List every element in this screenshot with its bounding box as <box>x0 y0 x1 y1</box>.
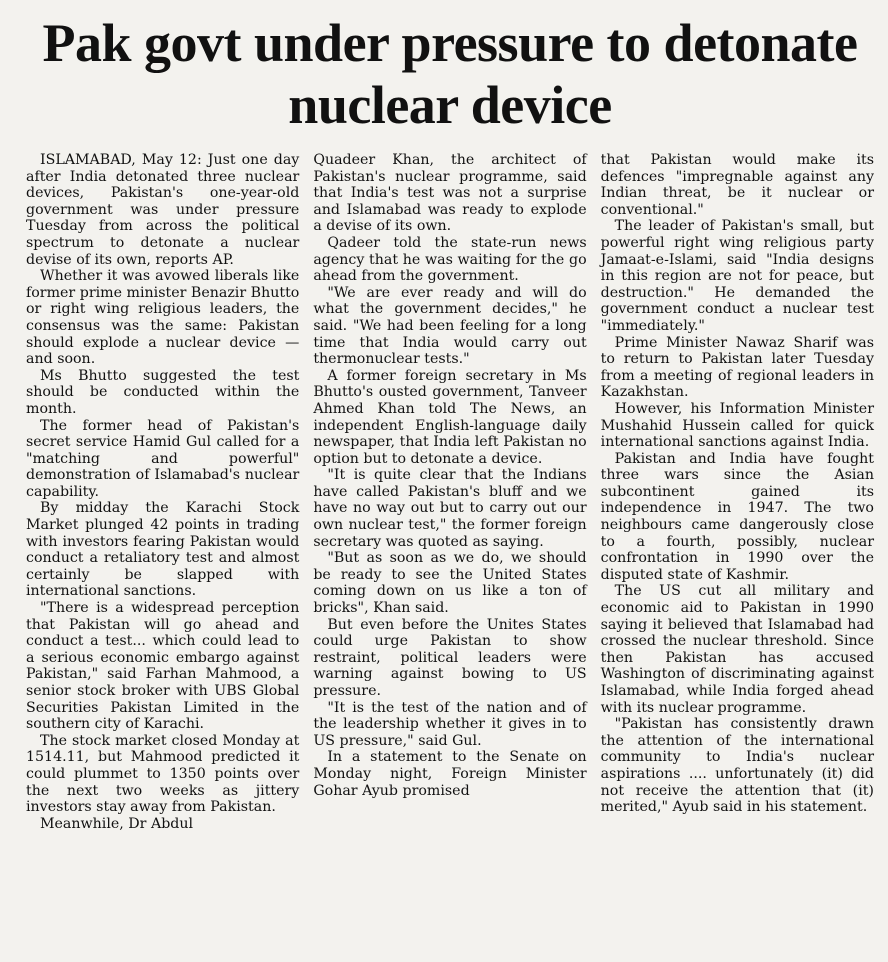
paragraph: A former foreign secretary in Ms Bhutto's ousted government, Tanveer Ahmed Khan told The News, an independent English-language daily newspaper, that India left Pakistan no option but to detonate a device. <box>313 367 587 467</box>
paragraph: However, his Information Minister Mushahid Hussein called for quick international sanctions against India. <box>600 400 874 451</box>
paragraph: Prime Minister Nawaz Sharif was to return to Pakistan later Tuesday from a meeting of regional leaders in Kazakhstan. <box>600 334 874 401</box>
paragraph: The stock market closed Monday at 1514.11, but Mahmood predicted it could plummet to 1350 points over the next two weeks as jittery investors stay away from Pakistan. <box>26 732 300 816</box>
column-2 <box>313 152 586 832</box>
headline: Pak govt under pressure to detonate nuclear device <box>42 13 858 135</box>
paragraph: "It is quite clear that the Indians have called Pakistan's bluff and we have no way out but to carry out our own nuclear test," the former foreign secretary was quoted as saying. <box>313 467 587 550</box>
column-1 <box>26 152 299 832</box>
paragraph: "We are ever ready and will do what the government decides," he said. "We had been feeling for a long time that India would carry out thermonuclear tests." <box>313 284 587 368</box>
column-3 <box>601 152 874 832</box>
paragraph: ISLAMABAD, May 12: Just one day after India detonated three nuclear devices, Pakistan's one-year-old government was under pressure Tuesday from across the political spectrum to detonate a nuclear devise of its own, reports AP. <box>26 152 300 268</box>
paragraph: The leader of Pakistan's small, but powerful right wing religious party Jamaat-e-Islami, said "India designs in this region are not for peace, but destruction." He demanded the government conduct a nuclear test "immediately." <box>600 218 874 334</box>
paragraph: Qadeer told the state-run news agency that he was waiting for the go ahead from the government. <box>313 234 587 285</box>
paragraph: Ms Bhutto suggested the test should be conducted within the month. <box>26 367 300 417</box>
paragraph: The US cut all military and economic aid to Pakistan in 1990 saying it believed that Islamabad had crossed the nuclear threshold. Since then Pakistan has accused Washington of discriminating against Islamabad, while India forged ahead with its nuclear programme. <box>600 583 874 716</box>
paragraph: "It is the test of the nation and of the leadership whether it gives in to US pressure," said Gul. <box>313 699 587 749</box>
paragraph: "But as soon as we do, we should be ready to see the United States coming down on us like a ton of bricks", Khan said. <box>313 550 587 617</box>
paragraph: "There is a widespread perception that Pakistan will go ahead and conduct a test... which could lead to a serious economic embargo against Pakistan," said Farhan Mahmood, a senior stock broker with UBS Global Securities Pakistan Limited in the southern city of Karachi. <box>26 600 300 733</box>
paragraph: But even before the Unites States could urge Pakistan to show restraint, political leaders were warning against bowing to US pressure. <box>313 616 587 699</box>
paragraph: that Pakistan would make its defences "impregnable against any Indian threat, be it nuclear or conventional." <box>600 152 874 218</box>
paragraph: The former head of Pakistan's secret service Hamid Gul called for a "matching and powerful" demonstration of Islamabad's nuclear capability. <box>26 417 300 500</box>
paragraph: Meanwhile, Dr Abdul <box>40 815 194 832</box>
paragraph: "Pakistan has consistently drawn the attention of the international community to India's nuclear aspirations .... unfortunately (it) did not receive the attention that (it) merited," Ayub said in his statement. <box>600 716 874 816</box>
paragraph: Pakistan and India have fought three wars since the Asian subcontinent gained its independence in 1947. The two neighbours came dangerously close to a fourth, possibly, nuclear confrontation in 1990 over the disputed state of Kashmir. <box>600 450 874 583</box>
paragraph: Whether it was avowed liberals like former prime minister Benazir Bhutto or right wing religious leaders, the consensus was the same: Pakistan should explode a nuclear device — and soon. <box>26 268 300 368</box>
paragraph: By midday the Karachi Stock Market plunged 42 points in trading with investors fearing Pakistan would conduct a retaliatory test and almost certainly be slapped with international sanctions. <box>26 500 300 600</box>
paragraph: Quadeer Khan, the architect of Pakistan's nuclear programme, said that India's test was not a surprise and Islamabad was ready to explode a devise of its own. <box>313 152 587 235</box>
article-body <box>26 152 874 832</box>
paragraph: In a statement to the Senate on Monday night, Foreign Minister Gohar Ayub promised <box>313 749 587 799</box>
